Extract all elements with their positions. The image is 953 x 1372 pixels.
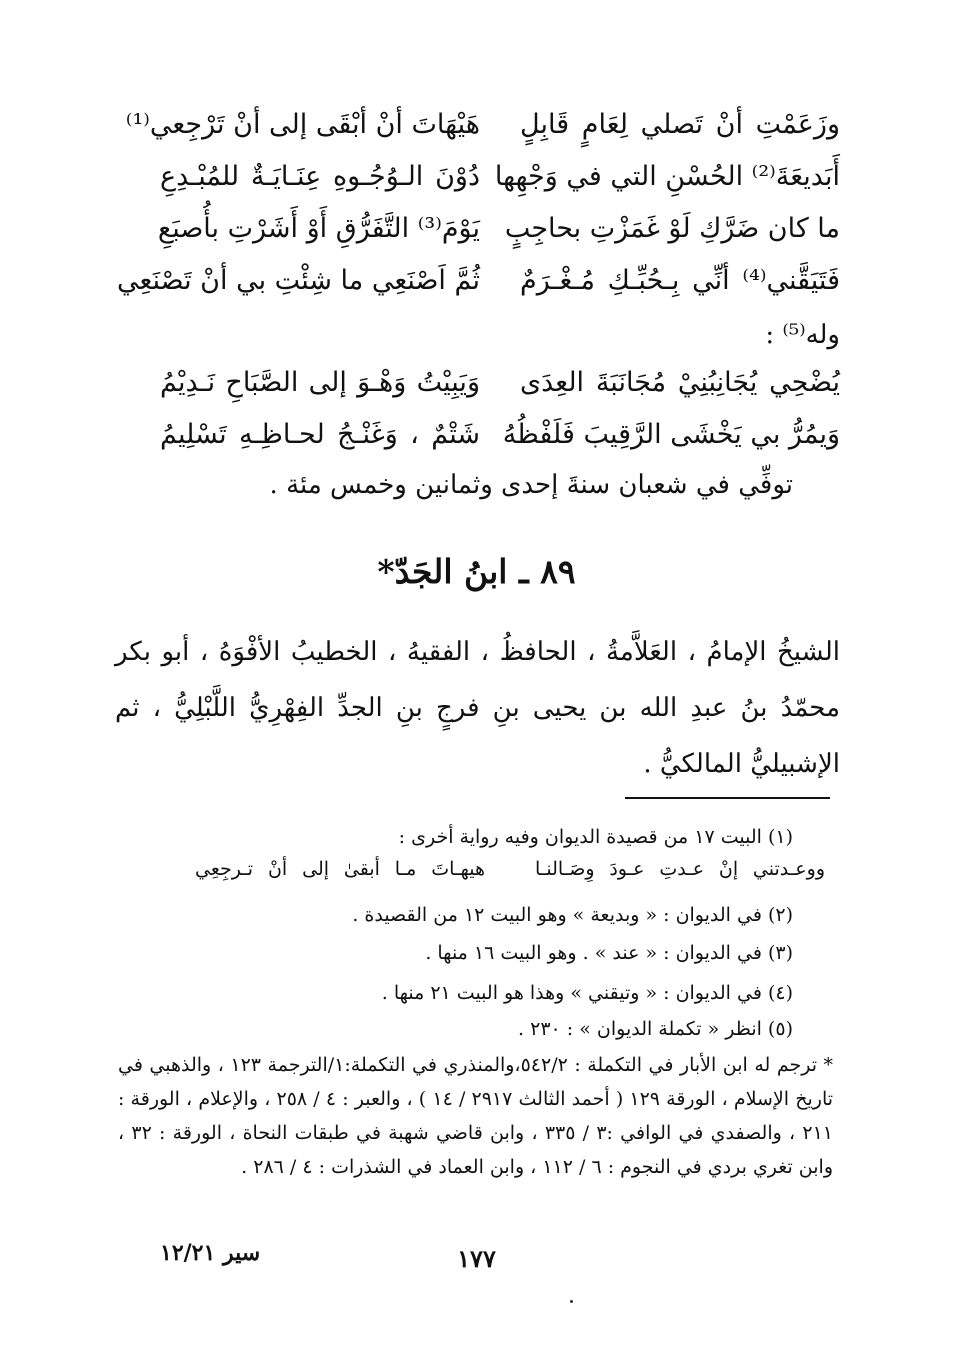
verse-second-hemistich: دُوْنَ الـوُجُـوهِ عِنَـايَـةٌ للمُبْـدِعِ xyxy=(160,160,480,192)
footnote-verse-first: ووعـدتني إنْ عـدتِ عـودَ وِصَـالنـا xyxy=(535,858,825,880)
verse-first-hemistich: يُضْحِي يُجَانِبُنِيْ مُجَانَبَةَ العِدَى xyxy=(520,366,840,398)
verse-first-hemistich: وَيمُرُّ بي يَخْشَى الرَّقِيبَ فَلَفْظُهُ xyxy=(502,418,840,450)
poem-intro: وله⁽⁵⁾ : xyxy=(765,320,840,350)
verse-line xyxy=(160,150,840,202)
verse-second-hemistich: يَوْمَ⁽³⁾ التَّفَرُّقِ أَوْ أَشَرْتِ بأُصبَعِ xyxy=(157,212,480,244)
ink-speck xyxy=(570,1300,573,1303)
verse-second-hemistich: شَتْمٌ ، وَغَنْـجُ لحـاظِـهِ تَسْلِيمُ xyxy=(160,418,480,450)
footnote-2: (٢) في الديوان : « وبديعة » وهو البيت ١٢ من القصيدة . xyxy=(352,904,793,926)
verse-line xyxy=(157,202,840,254)
verse-first-hemistich: ما كان ضَرَّكِ لَوْ غَمَزْتِ بحاجِبٍ xyxy=(504,212,840,244)
death-date-line: توفِّي في شعبان سنةَ إحدى وثمانين وخمس مئة . xyxy=(269,470,793,500)
footnote-4: (٤) في الديوان : « وتيقني » وهذا هو البيت ٢١ منها . xyxy=(381,982,793,1004)
footnote-3: (٣) في الديوان : « عند » . وهو البيت ١٦ منها . xyxy=(425,942,793,964)
verse-first-hemistich: أَبَديعَةَ⁽²⁾ الحُسْنِ التي في وَجْهِها xyxy=(494,160,840,192)
verse-line xyxy=(125,98,840,150)
verse-second-hemistich: وَيَبِيْتُ وَهْـوَ إلى الصَّبَاحِ نَـدِيْمُ xyxy=(160,366,480,398)
footnote-verse-second: هيهـاتَ مـا أبقىٰ إلى أنْ تـرجِعِي xyxy=(195,858,485,880)
running-reference: سير ١٢/٢١ xyxy=(160,1240,261,1266)
verse-line xyxy=(116,254,840,306)
verse-line xyxy=(160,408,840,460)
entry-title: ٨٩ ـ ابنُ الجَدّ* xyxy=(377,552,576,591)
page-number: ١٧٧ xyxy=(457,1244,496,1273)
footnote-star: * ترجم له ابن الأبار في التكملة : ٥٤٢/٢،والمنذري في التكملة:١/الترجمة ١٢٣ ، والذهبي في تاريخ الإسلام ، الورقة ١٢٩ ( أحمد الثالث ٢٩١٧ / ١٤ ) ، والعبر : ٤ / ٢٥٨ ، والإعلام ، الورقة : ٢١١ ، والصفدي في الوافي :٣ / ٣٣٥ ، وابن قاضي شهبة في طبقات النحاة ، الورقة : ٣٢ ، وابن تغري بردي في النجوم : ٦ / ١١٢ ، وابن العماد في الشذرات : ٤ / ٢٨٦ . xyxy=(118,1054,834,1178)
footnote-1: (١) البيت ١٧ من قصيدة الديوان وفيه رواية أخرى : xyxy=(398,826,793,848)
verse-first-hemistich: وزَعَمْتِ أنْ تَصلي لِعَامٍ قَابِلٍ xyxy=(520,108,840,140)
verse-first-hemistich: فَتَيَقَّني⁽⁴⁾ أنِّي بِـحُبِّـكِ مُـغْـرَمٌ xyxy=(520,264,840,296)
verse-second-hemistich: هَيْهَاتَ أنْ أبْقَى إلى أنْ تَرْجِعي⁽¹⁾ xyxy=(125,108,480,140)
footnote-5: (٥) انظر « تكملة الديوان » : ٢٣٠ . xyxy=(518,1018,793,1040)
biography-paragraph: الشيخُ الإمامُ ، العَلاَّمةُ ، الحافظُ ، الفقيهُ ، الخطيبُ الأفْوَهُ ، أبو بكر محمّدُ بنُ عبدِ الله بن يحيى بنِ فرجٍ بنِ الجدِّ الفِهْرِيُّ اللَّبْلِيُّ ، ثم الإشبيليُّ المالكيُّ . xyxy=(115,637,840,779)
verse-line xyxy=(160,356,840,408)
footnote-separator xyxy=(625,797,830,799)
footnote-1-verse xyxy=(195,858,825,886)
verse-second-hemistich: ثُمَّ اَصْنَعِي ما شِئْتِ بي أنْ تَصْنَعِي xyxy=(116,264,480,296)
